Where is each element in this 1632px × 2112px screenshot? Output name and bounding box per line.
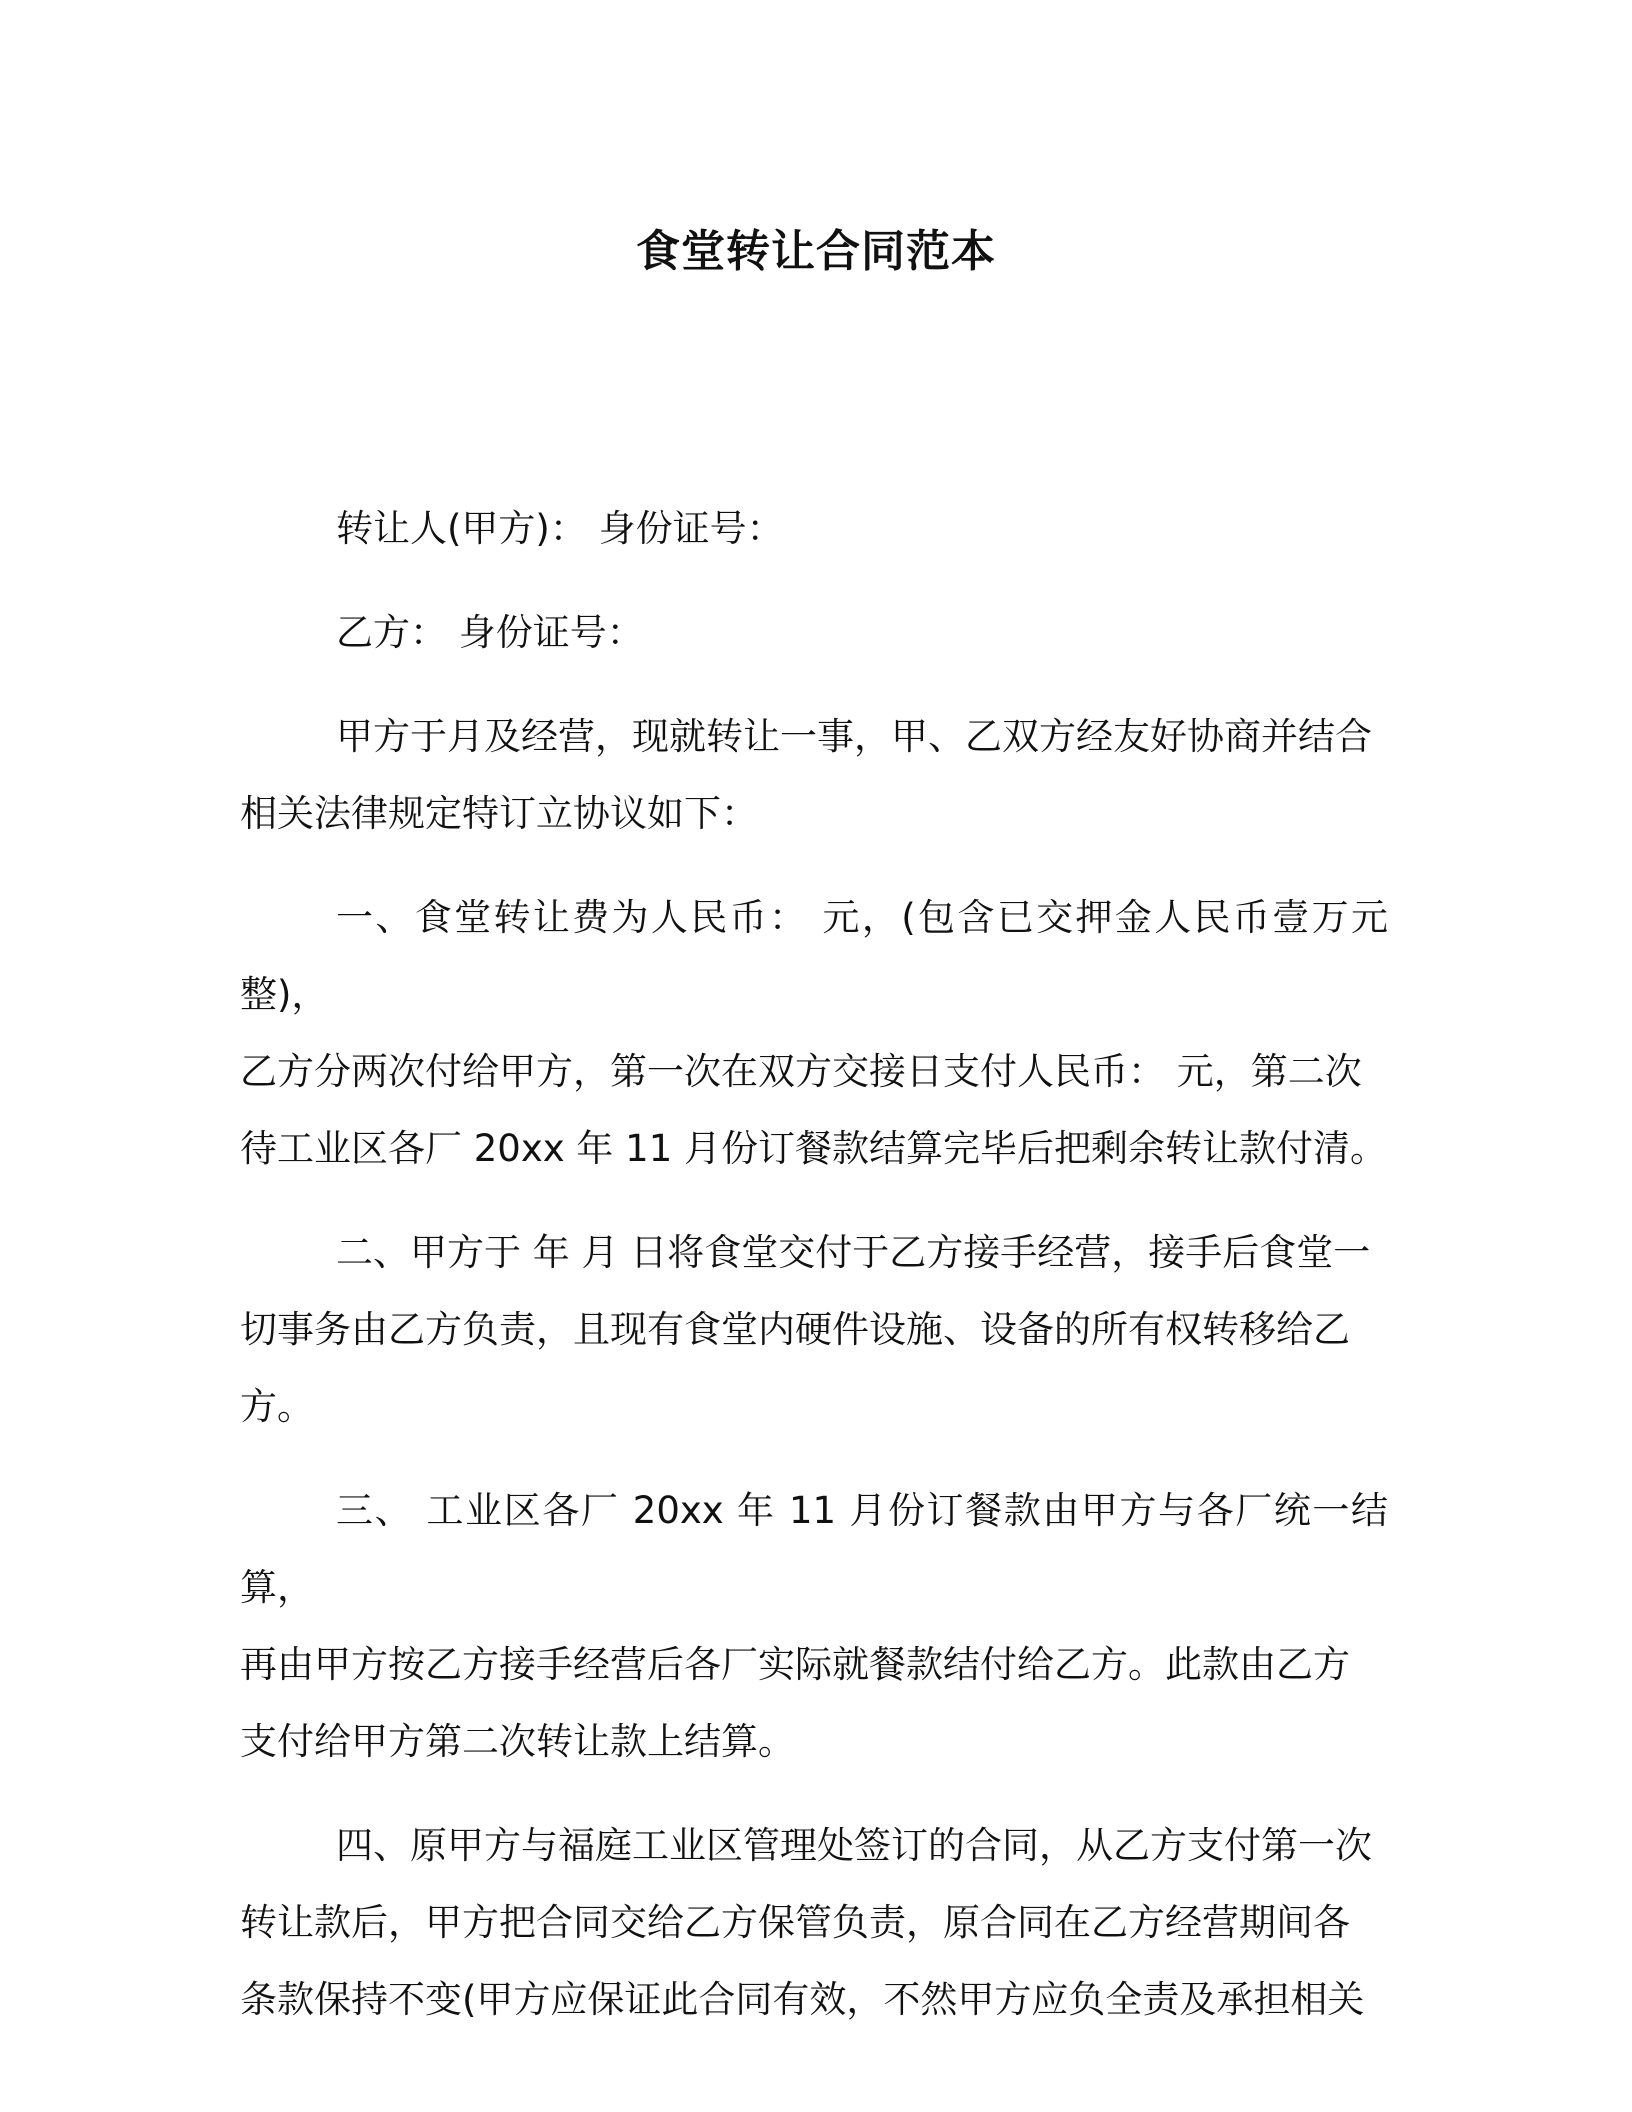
clause-1: [240, 879, 1388, 1187]
paragraph-line: 待工业区各厂 20xx 年 11 月份订餐款结算完毕后把剩余转让款付清。: [240, 1127, 1387, 1170]
clause-2: [240, 1214, 1388, 1445]
paragraph-line: 再由甲方按乙方接手经营后各厂实际就餐款结付给乙方。此款由乙方: [240, 1643, 1350, 1686]
paragraph-line: 方。: [240, 1385, 314, 1428]
paragraph-line: 二、甲方于 年 月 日将食堂交付于乙方接手经营，接手后食堂一: [336, 1231, 1371, 1274]
paragraph-line: 四、原甲方与福庭工业区管理处签订的合同，从乙方支付第一次: [336, 1824, 1372, 1867]
paragraph-line: 相关法律规定特订立协议如下：: [240, 792, 758, 835]
paragraph-line: 支付给甲方第二次转让款上结算。: [240, 1720, 795, 1763]
paragraph-line: 乙方： 身份证号：: [336, 611, 644, 654]
paragraph-line: 乙方分两次付给甲方，第一次在双方交接日支付人民币： 元，第二次: [240, 1050, 1362, 1093]
clause-4: [240, 1807, 1388, 2038]
clause-3: [240, 1472, 1388, 1780]
paragraph-line: 条款保持不变(甲方应保证此合同有效，不然甲方应负全责及承担相关: [240, 1978, 1365, 2021]
paragraph-line: 甲方于月及经营，现就转让一事，甲、乙双方经友好协商并结合: [336, 715, 1372, 758]
paragraph-party-b: [240, 594, 1388, 671]
paragraph-line: 转让人(甲方)： 身份证号：: [336, 507, 784, 550]
paragraph-line: 转让款后，甲方把合同交给乙方保管负责，原合同在乙方经营期间各: [240, 1901, 1350, 1944]
document-body: [240, 490, 1388, 2065]
document-title: 食堂转让合同范本: [636, 226, 996, 277]
paragraph-transferor: [240, 490, 1388, 567]
paragraph-intro: [240, 698, 1388, 852]
paragraph-line: 一、食堂转让费为人民币： 元，(包含已交押金人民币壹万元整)，: [240, 896, 1388, 1016]
paragraph-line: 切事务由乙方负责，且现有食堂内硬件设施、设备的所有权转移给乙: [240, 1308, 1350, 1351]
paragraph-line: 三、 工业区各厂 20xx 年 11 月份订餐款由甲方与各厂统一结算，: [240, 1489, 1388, 1609]
